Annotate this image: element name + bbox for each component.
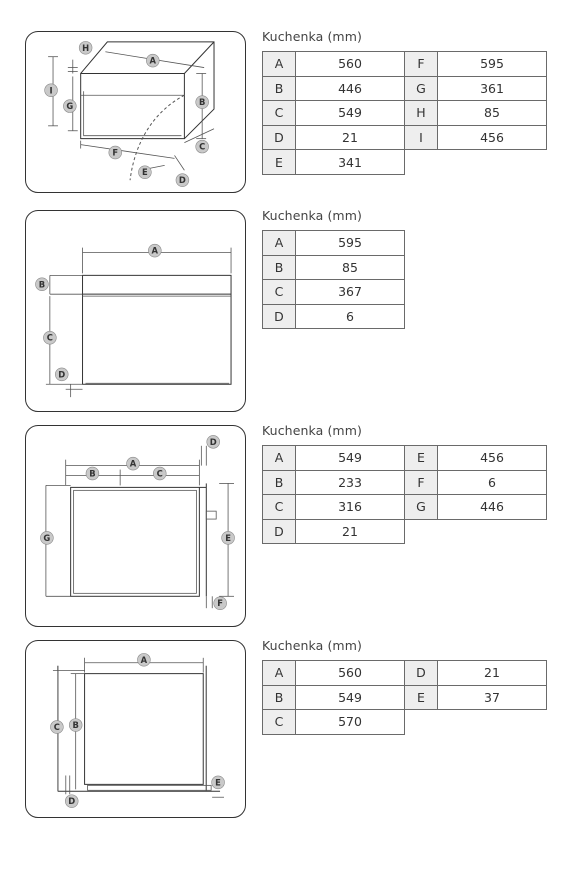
dim-value: 361 <box>438 76 547 101</box>
dim-key: H <box>405 101 438 126</box>
dim-key: D <box>405 661 438 686</box>
section-4-title: Kuchenka (mm) <box>262 638 362 653</box>
svg-text:A: A <box>151 245 159 256</box>
diagram-oven-cabinet <box>25 640 246 818</box>
dim-value: 316 <box>296 495 405 520</box>
diagram-oven-front <box>25 210 246 412</box>
diagram-1-label-i <box>45 84 58 97</box>
table-row <box>263 231 405 256</box>
diagram-1-label-g <box>63 100 76 113</box>
diagram-3-label-d <box>207 435 220 448</box>
table-row <box>263 495 547 520</box>
diagram-4-label-d <box>65 795 78 808</box>
dim-value: 560 <box>296 661 405 686</box>
table-row <box>263 150 547 175</box>
dim-key: A <box>263 661 296 686</box>
diagram-2-label-d <box>55 368 68 381</box>
table-row <box>263 304 405 329</box>
svg-text:C: C <box>46 332 53 343</box>
table-row <box>263 446 547 471</box>
diagram-1-label-c <box>196 140 209 153</box>
dim-value: 595 <box>296 231 405 256</box>
svg-text:B: B <box>38 279 46 290</box>
dim-key: C <box>263 495 296 520</box>
diagram-4-drawing <box>26 641 245 817</box>
diagram-2-label-c <box>43 331 56 344</box>
diagram-3-label-c <box>153 467 166 480</box>
dim-value: 456 <box>438 125 547 150</box>
section-1-title: Kuchenka (mm) <box>262 29 362 44</box>
svg-text:I: I <box>49 85 53 96</box>
table-row <box>263 280 405 305</box>
diagram-2-label-b <box>36 278 49 291</box>
dim-value: 37 <box>438 685 547 710</box>
diagram-4-label-e <box>212 776 225 789</box>
svg-text:E: E <box>142 167 148 178</box>
diagram-1-label-h <box>79 41 92 54</box>
section-3-dimensions-table <box>262 445 547 544</box>
table-row <box>263 470 547 495</box>
svg-text:E: E <box>215 777 221 788</box>
svg-text:A: A <box>140 654 148 665</box>
dim-value: 6 <box>438 470 547 495</box>
section-4-dimensions-table <box>262 660 547 735</box>
dim-key: B <box>263 470 296 495</box>
svg-text:B: B <box>89 468 96 479</box>
dim-key: G <box>405 495 438 520</box>
dim-key: D <box>263 125 296 150</box>
table-row <box>263 52 547 77</box>
svg-text:C: C <box>53 722 60 733</box>
dim-value: 549 <box>296 101 405 126</box>
table-row <box>263 685 547 710</box>
dim-value: 560 <box>296 52 405 77</box>
diagram-1-label-a <box>146 54 159 67</box>
dim-value: 456 <box>438 446 547 471</box>
section-2-dimensions-table <box>262 230 405 329</box>
diagram-1-label-b <box>196 96 209 109</box>
dim-value: 6 <box>296 304 405 329</box>
svg-text:B: B <box>198 97 206 108</box>
dim-key: B <box>263 685 296 710</box>
dim-key: B <box>263 76 296 101</box>
dim-key: A <box>263 231 296 256</box>
diagram-3-drawing <box>26 426 245 626</box>
svg-text:G: G <box>66 101 74 112</box>
dim-key: E <box>405 685 438 710</box>
dim-key: F <box>405 52 438 77</box>
table-row <box>263 76 547 101</box>
diagram-3-label-b <box>86 467 99 480</box>
section-2-title: Kuchenka (mm) <box>262 208 362 223</box>
table-row <box>263 519 547 544</box>
svg-text:F: F <box>112 147 119 158</box>
dim-value: 21 <box>438 661 547 686</box>
svg-text:D: D <box>68 796 76 807</box>
dim-key: C <box>263 710 296 735</box>
dim-key: D <box>263 519 296 544</box>
section-1-dimensions-table <box>262 51 547 175</box>
diagram-4-label-b <box>69 719 82 732</box>
dim-key: E <box>405 446 438 471</box>
diagram-1-label-d <box>176 174 189 187</box>
svg-text:G: G <box>43 532 51 543</box>
dim-value: 549 <box>296 685 405 710</box>
dim-key: B <box>263 255 296 280</box>
dim-key: D <box>263 304 296 329</box>
diagram-3-label-e <box>222 531 235 544</box>
table-row <box>263 661 547 686</box>
diagram-2-drawing <box>26 211 245 411</box>
dim-value: 233 <box>296 470 405 495</box>
dim-key: A <box>263 446 296 471</box>
dim-key: G <box>405 76 438 101</box>
svg-text:A: A <box>129 458 137 469</box>
dim-value: 85 <box>296 255 405 280</box>
dim-value: 446 <box>438 495 547 520</box>
dim-key: A <box>263 52 296 77</box>
table-row <box>263 255 405 280</box>
dim-key: F <box>405 470 438 495</box>
dim-value: 595 <box>438 52 547 77</box>
diagram-4-label-a <box>137 653 150 666</box>
dim-key: E <box>263 150 296 175</box>
svg-text:H: H <box>82 42 90 53</box>
table-row <box>263 101 547 126</box>
dim-key: C <box>263 101 296 126</box>
section-3-title: Kuchenka (mm) <box>262 423 362 438</box>
svg-text:A: A <box>149 55 157 66</box>
diagram-3-label-a <box>127 457 140 470</box>
diagram-4-label-c <box>50 721 63 734</box>
diagram-1-label-f <box>109 146 122 159</box>
svg-text:F: F <box>217 598 224 609</box>
svg-text:C: C <box>199 141 206 152</box>
dim-value: 21 <box>296 519 405 544</box>
diagram-oven-side <box>25 425 246 627</box>
diagram-3-label-g <box>40 531 53 544</box>
dim-value: 21 <box>296 125 405 150</box>
svg-text:C: C <box>156 468 163 479</box>
dim-value: 341 <box>296 150 405 175</box>
svg-text:D: D <box>58 369 66 380</box>
dim-value: 367 <box>296 280 405 305</box>
diagram-oven-isometric <box>25 31 246 193</box>
svg-text:D: D <box>209 436 217 447</box>
dim-value: 570 <box>296 710 405 735</box>
svg-text:D: D <box>178 175 186 186</box>
dim-key: I <box>405 125 438 150</box>
diagram-3-label-f <box>214 597 227 610</box>
svg-text:E: E <box>225 532 231 543</box>
dim-value: 446 <box>296 76 405 101</box>
dim-value: 549 <box>296 446 405 471</box>
table-row <box>263 710 547 735</box>
dim-value: 85 <box>438 101 547 126</box>
table-row <box>263 125 547 150</box>
dim-key: C <box>263 280 296 305</box>
diagram-1-drawing <box>26 32 245 192</box>
diagram-2-label-a <box>148 244 161 257</box>
diagram-1-label-e <box>138 166 151 179</box>
svg-text:B: B <box>72 720 79 731</box>
